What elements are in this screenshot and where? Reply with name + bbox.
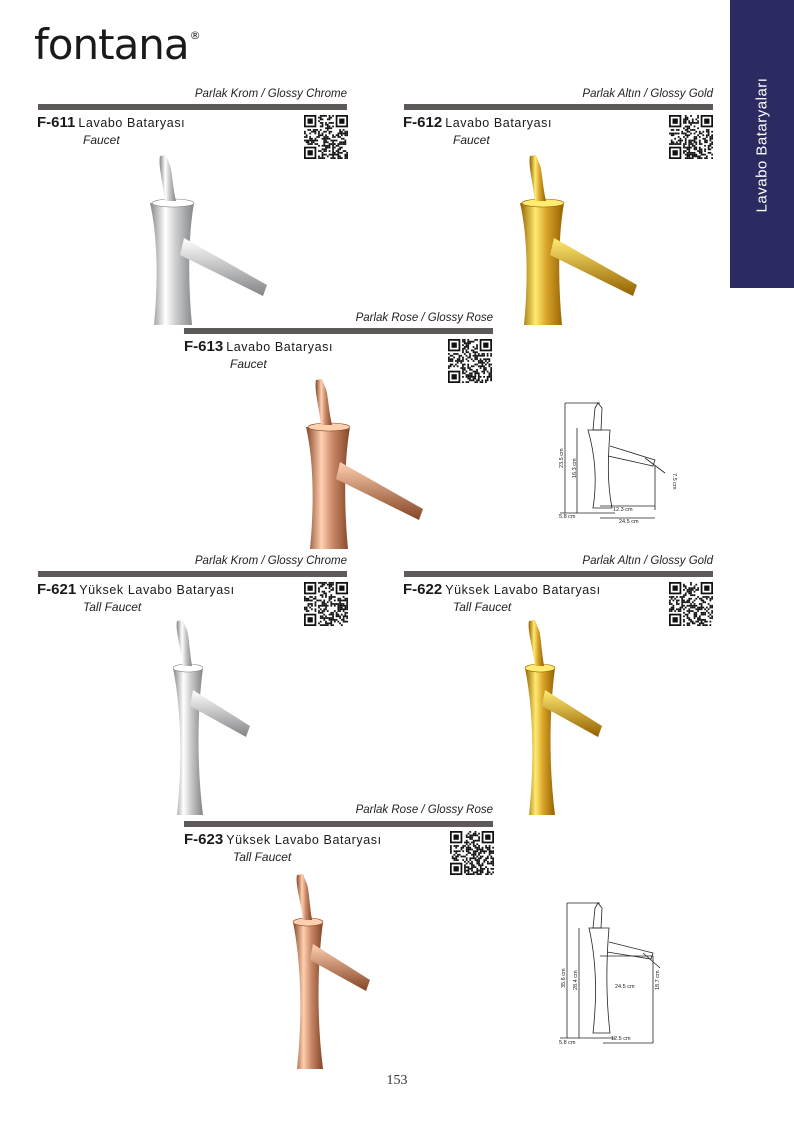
divider-bar <box>404 571 713 577</box>
section-side-tab <box>730 0 794 288</box>
product-code-text: F-622 <box>403 581 443 598</box>
product-code <box>184 831 382 848</box>
product-code-text: F-612 <box>403 114 443 131</box>
qr-code[interactable] <box>669 582 713 626</box>
divider-bar <box>184 821 493 827</box>
product-code-text: F-621 <box>37 581 77 598</box>
dimension-diagram-short <box>555 398 685 528</box>
product-name: Yüksek Lavabo Bataryası <box>79 583 235 597</box>
finish-label: Parlak Krom / Glossy Chrome <box>194 88 347 100</box>
faucet-image-f622 <box>507 618 607 818</box>
finish-label: Parlak Rose / Glossy Rose <box>355 804 493 816</box>
product-code <box>37 114 185 131</box>
product-code-text: F-623 <box>184 831 224 848</box>
product-name: Lavabo Bataryası <box>78 116 186 130</box>
qr-code[interactable] <box>669 115 713 159</box>
product-name: Lavabo Bataryası <box>445 116 553 130</box>
product-name: Yüksek Lavabo Bataryası <box>445 583 601 597</box>
section-label: Lavabo Bataryaları <box>753 77 771 213</box>
dimension-label: 5.8 cm <box>559 514 576 520</box>
product-subtitle: Faucet <box>83 133 120 147</box>
qr-code[interactable] <box>450 831 494 875</box>
product-subtitle: Tall Faucet <box>83 600 142 614</box>
divider-bar <box>404 104 713 110</box>
product-subtitle: Faucet <box>230 357 267 371</box>
finish-label: Parlak Krom / Glossy Chrome <box>194 555 347 567</box>
product-code-text: F-613 <box>184 338 224 355</box>
faucet-image-f613 <box>288 377 428 552</box>
product-code <box>37 581 235 598</box>
dimension-label: 35.6 cm <box>561 968 567 988</box>
product-name: Lavabo Bataryası <box>226 340 334 354</box>
dimension-label: 7.5 cm <box>671 473 677 490</box>
divider-bar <box>184 328 493 334</box>
dimension-label: 28.4 cm <box>573 970 579 990</box>
page-number: 153 <box>386 1073 408 1088</box>
faucet-image-f611 <box>132 153 272 328</box>
brand-logo <box>34 20 200 69</box>
product-subtitle: Tall Faucet <box>453 600 512 614</box>
finish-label: Parlak Altın / Glossy Gold <box>582 555 713 567</box>
faucet-image-f621 <box>155 618 255 818</box>
divider-bar <box>38 571 347 577</box>
product-code <box>403 581 601 598</box>
qr-code[interactable] <box>304 582 348 626</box>
finish-label: Parlak Altın / Glossy Gold <box>582 88 713 100</box>
finish-label: Parlak Rose / Glossy Rose <box>355 312 493 324</box>
product-subtitle: Tall Faucet <box>233 850 292 864</box>
dimension-label: 18.7 cm <box>655 970 661 990</box>
qr-code[interactable] <box>304 115 348 159</box>
faucet-image-f623 <box>275 872 375 1072</box>
product-code <box>403 114 552 131</box>
product-subtitle: Faucet <box>453 133 490 147</box>
product-code <box>184 338 333 355</box>
dimension-label: 16.3 cm <box>572 458 578 478</box>
logo-text: fontana <box>34 20 189 69</box>
registered-mark: ® <box>189 29 200 42</box>
dimension-diagram-tall <box>555 898 685 1048</box>
divider-bar <box>38 104 347 110</box>
product-name: Yüksek Lavabo Bataryası <box>226 833 382 847</box>
dimension-label: 23.5 cm <box>559 448 565 468</box>
dimension-label: 12.5 cm <box>611 1036 631 1042</box>
product-code-text: F-611 <box>37 114 76 131</box>
dimension-label: 24.5 cm <box>619 519 639 525</box>
qr-code[interactable] <box>448 339 492 383</box>
dimension-label: 24.5 cm <box>615 984 635 990</box>
dimension-label: 12.3 cm <box>613 507 633 513</box>
faucet-image-f612 <box>502 153 642 328</box>
dimension-label: 5.8 cm <box>559 1040 576 1046</box>
